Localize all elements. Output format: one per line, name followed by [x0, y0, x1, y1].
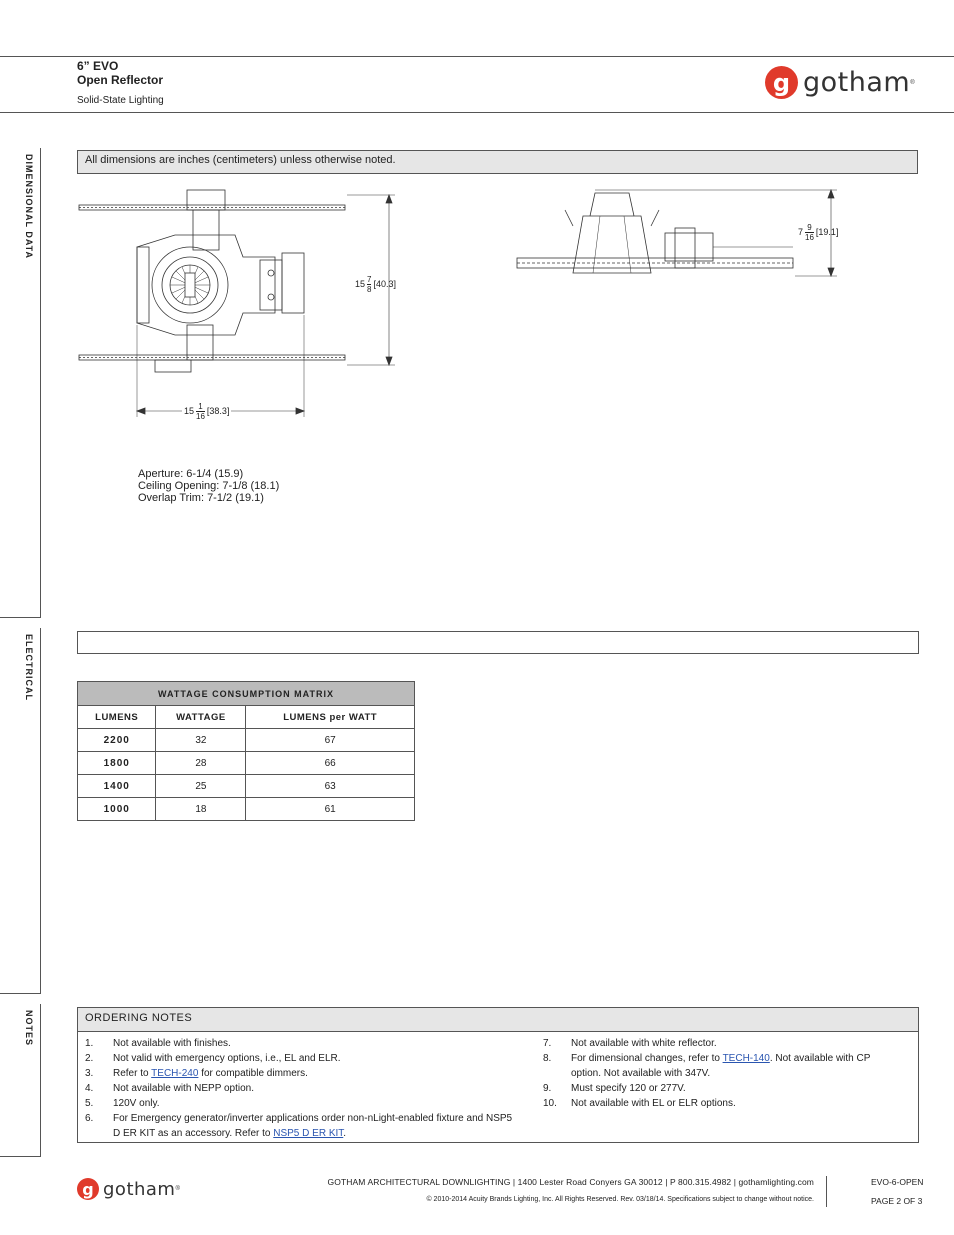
logo-wordmark: gotham [803, 67, 911, 98]
title-line-2: Open Reflector [77, 73, 164, 87]
width-dimension-label [182, 402, 231, 421]
lumens-per-watt-cell: 61 [246, 798, 415, 821]
side-denominator: 16 [805, 233, 814, 242]
notes-left-column [85, 1036, 513, 1141]
footer-page-number: PAGE 2 OF 3 [871, 1196, 923, 1206]
footer-company-line: GOTHAM ARCHITECTURAL DOWNLIGHTING | 1400 Lester Road Conyers GA 30012 | P 800.315.4982 | gothamlighting.com [327, 1177, 814, 1187]
logo-g-icon: g [765, 66, 798, 99]
note-item: 3. Refer to TECH-240 for compatible dimmers. [85, 1068, 308, 1079]
side-tab-label: NOTES [24, 1010, 34, 1047]
notes-right-column [543, 1036, 893, 1111]
dimension-note-bar: All dimensions are inches (centimeters) unless otherwise noted. [77, 150, 918, 174]
aperture-line: Aperture: 6-1/4 (15.9) [138, 468, 244, 480]
table-header-row [78, 706, 415, 729]
side-cm: [19.1] [815, 226, 839, 237]
footer-doc-code: EVO-6-OPEN [871, 1177, 924, 1187]
wattage-matrix-table [77, 681, 415, 821]
note-item: 9. Must specify 120 or 277V. [543, 1083, 686, 1094]
footer-divider [826, 1176, 827, 1207]
note-item: 1. Not available with finishes. [85, 1038, 231, 1049]
lumens-per-watt-cell: 63 [246, 775, 415, 798]
table-row [78, 752, 415, 775]
table-row [78, 798, 415, 821]
logo-registered-mark: ® [910, 79, 915, 86]
width-whole: 15 [184, 405, 195, 416]
tech-140-link[interactable]: TECH-140 [722, 1053, 770, 1064]
height-numerator: 7 [367, 275, 372, 284]
table-caption-row [78, 682, 415, 706]
lumens-per-watt-cell: 66 [246, 752, 415, 775]
aperture-specs [138, 468, 279, 504]
height-denominator: 8 [367, 285, 372, 294]
table-row [78, 729, 415, 752]
lumens-cell: 2200 [78, 729, 156, 752]
note-item: 8. For dimensional changes, refer to TECH-140. Not available with CP option. Not available with 347V. [543, 1053, 871, 1079]
header-logo [765, 66, 915, 99]
logo-g-icon: g [77, 1178, 99, 1200]
ordering-notes-box [77, 1007, 919, 1143]
width-denominator: 16 [196, 412, 205, 421]
column-header-lumens-per-watt: LUMENS per WATT [246, 706, 415, 729]
width-cm: [38.3] [206, 405, 230, 416]
note-item: 4. Not available with NEPP option. [85, 1083, 255, 1094]
page-title [77, 59, 163, 87]
electrical-bar [77, 631, 919, 654]
wattage-cell: 32 [156, 729, 246, 752]
matrix-title: WATTAGE CONSUMPTION MATRIX [78, 682, 415, 706]
column-header-lumens: LUMENS [78, 706, 156, 729]
overlap-trim-line: Overlap Trim: 7-1/2 (19.1) [138, 492, 264, 504]
top-rule [0, 56, 954, 57]
wattage-cell: 25 [156, 775, 246, 798]
page-subtitle: Solid-State Lighting [77, 95, 164, 106]
side-tab-label: DIMENSIONAL DATA [24, 154, 34, 259]
wattage-cell: 18 [156, 798, 246, 821]
ordering-notes-heading: ORDERING NOTES [78, 1008, 918, 1032]
side-whole: 7 [798, 226, 804, 237]
side-tab-dimensional [0, 148, 41, 618]
title-line-1: 6” EVO [77, 59, 119, 73]
tech-240-link[interactable]: TECH-240 [151, 1068, 199, 1079]
wattage-cell: 28 [156, 752, 246, 775]
logo-wordmark: gotham [103, 1178, 176, 1200]
side-tab-label: ELECTRICAL [24, 634, 34, 701]
height-whole: 15 [355, 278, 366, 289]
header-rule [0, 112, 954, 113]
height-cm: [40.3] [373, 278, 396, 289]
width-numerator: 1 [196, 402, 205, 412]
note-item: 10. Not available with EL or ELR options. [543, 1098, 736, 1109]
lumens-cell: 1800 [78, 752, 156, 775]
lumens-per-watt-cell: 67 [246, 729, 415, 752]
side-view-drawing [515, 188, 845, 278]
note-item: 7. Not available with white reflector. [543, 1038, 717, 1049]
top-view-drawing [75, 185, 415, 425]
side-tab-notes [0, 1004, 41, 1157]
side-height-dimension-label [798, 223, 838, 242]
note-item: 5. 120V only. [85, 1098, 160, 1109]
side-tab-electrical [0, 628, 41, 994]
side-numerator: 9 [805, 223, 814, 233]
note-item: 6. For Emergency generator/inverter applications order non-nLight-enabled fixture and NSP5 D ER KIT as an accessory. Refer to NSP5 D ER KIT. [85, 1113, 513, 1139]
column-header-wattage: WATTAGE [156, 706, 246, 729]
lumens-cell: 1400 [78, 775, 156, 798]
logo-registered-mark: ® [175, 1186, 180, 1192]
lumens-cell: 1000 [78, 798, 156, 821]
footer-logo [77, 1178, 180, 1200]
note-item: 2. Not valid with emergency options, i.e., EL and ELR. [85, 1053, 341, 1064]
height-dimension-label [355, 275, 396, 294]
nsp5-d-er-kit-link[interactable]: NSP5 D ER KIT [273, 1128, 344, 1139]
footer-copyright: © 2010-2014 Acuity Brands Lighting, Inc. All Rights Reserved. Rev. 03/18/14. Specifications subject to change without notice. [426, 1196, 814, 1203]
ceiling-opening-line: Ceiling Opening: 7-1/8 (18.1) [138, 480, 280, 492]
table-row [78, 775, 415, 798]
